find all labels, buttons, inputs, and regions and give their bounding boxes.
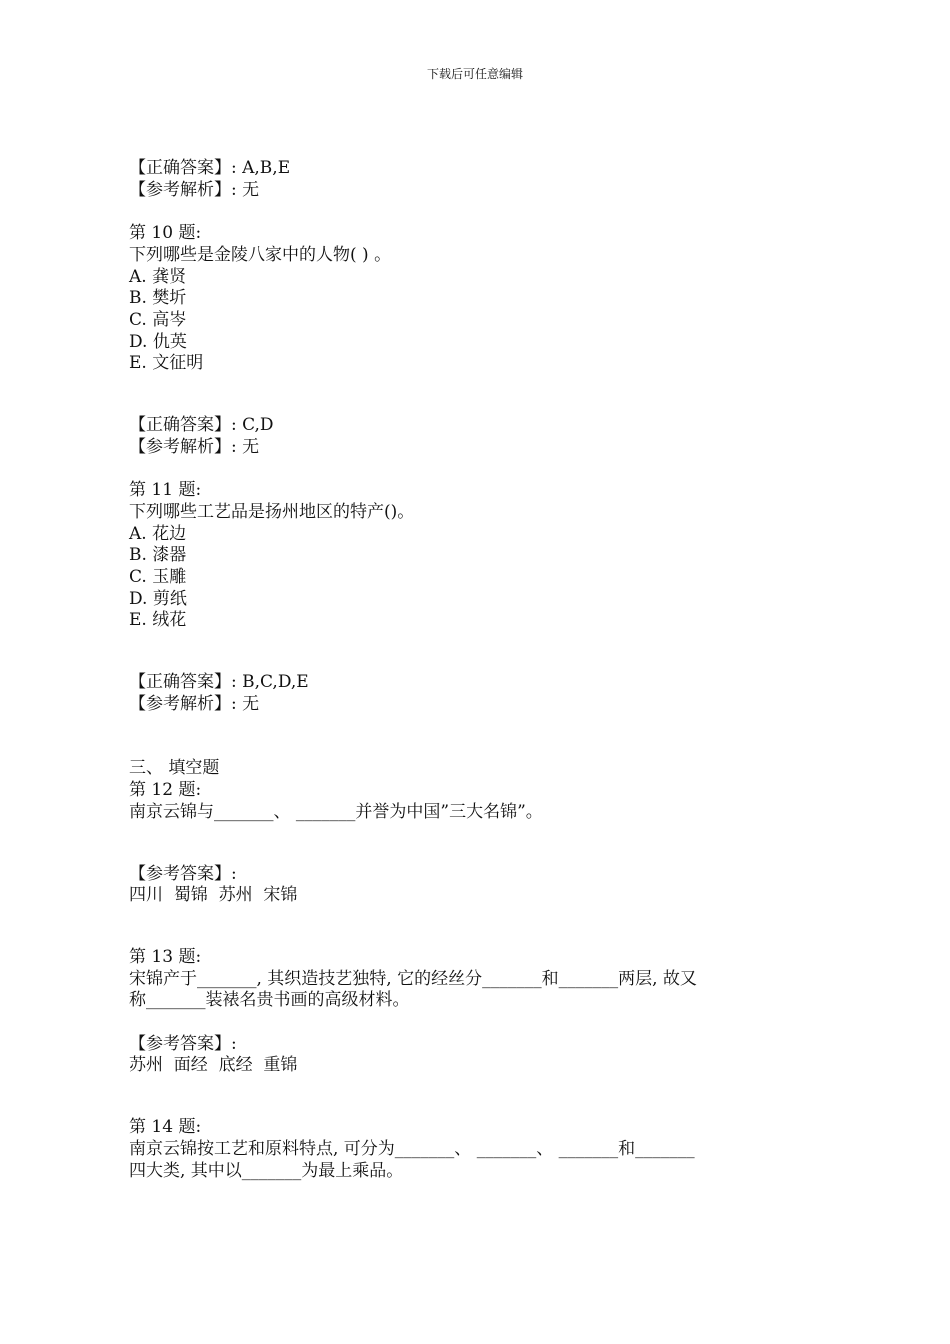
question-13: [129, 947, 809, 1077]
option-c: C. 玉雕: [129, 566, 187, 587]
option-a: A. 龚贤: [129, 266, 187, 287]
option-d: D. 仇英: [129, 331, 187, 352]
option-c: C. 高岑: [129, 309, 187, 330]
section-title: 三、 填空题: [129, 758, 220, 779]
correct-answer: 【正确答案】: B,C,D,E: [129, 672, 309, 693]
option-b: B. 樊圻: [129, 288, 187, 309]
reference-analysis: 【参考解析】: 无: [129, 693, 260, 714]
question-11: [129, 480, 809, 715]
option-d: D. 剪纸: [129, 588, 187, 609]
page-header: 下载后可任意编辑: [426, 67, 523, 81]
reference-analysis: 【参考解析】: 无: [129, 436, 260, 457]
option-e: E. 绒花: [129, 610, 187, 631]
question-label: 第 11 题:: [129, 480, 202, 501]
option-b: B. 漆器: [129, 545, 187, 566]
reference-answer-label: 【参考答案】:: [129, 1033, 237, 1054]
question-stem-line-2: 四大类, 其中以_______为最上乘品。: [129, 1160, 404, 1181]
option-e: E. 文征明: [129, 353, 204, 374]
question-stem-line-1: 南京云锦按工艺和原料特点, 可分为_______、 _______、 _______和_______: [129, 1138, 695, 1159]
correct-answer: 【正确答案】: C,D: [129, 415, 274, 436]
previous-question-result: [129, 158, 809, 201]
question-stem: 下列哪些工艺品是扬州地区的特产()。: [129, 501, 415, 522]
option-a: A. 花边: [129, 523, 187, 544]
question-label: 第 14 题:: [129, 1117, 202, 1138]
reference-answer: 四川 蜀锦 苏州 宋锦: [129, 885, 298, 906]
question-14: [129, 1117, 809, 1182]
question-stem: 下列哪些是金陵八家中的人物( ) 。: [129, 244, 392, 265]
question-stem-line-1: 宋锦产于_______, 其织造技艺独特, 它的经丝分_______和_______两层, 故又: [129, 968, 697, 989]
question-10: [129, 223, 809, 458]
reference-answer: 苏州 面经 底经 重锦: [129, 1055, 298, 1076]
question-stem-line-2: 称_______装裱名贵书画的高级材料。: [129, 990, 410, 1011]
question-label: 第 10 题:: [129, 223, 202, 244]
correct-answer: 【正确答案】: A,B,E: [129, 158, 291, 178]
question-label: 第 12 题:: [129, 780, 202, 801]
document-body: [129, 158, 809, 1182]
reference-analysis: 【参考解析】: 无: [129, 179, 260, 200]
reference-answer-label: 【参考答案】:: [129, 863, 237, 884]
question-stem: 南京云锦与_______、 _______并誉为中国”三大名锦”。: [129, 801, 543, 822]
question-12: [129, 780, 809, 907]
question-label: 第 13 题:: [129, 946, 202, 967]
